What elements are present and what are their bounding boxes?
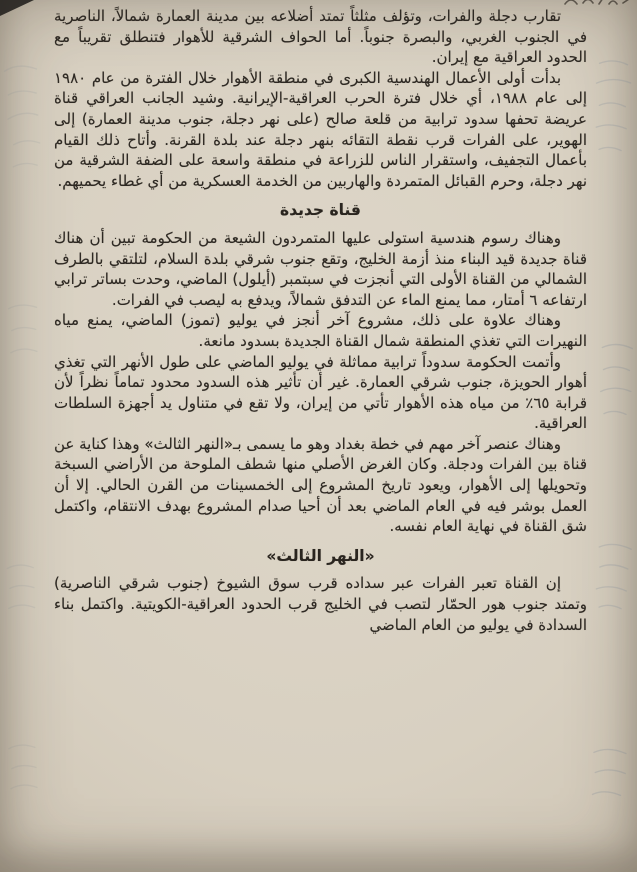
paragraph: بدأت أولى الأعمال الهندسية الكبرى في منطقة الأهوار خلال الفترة من عام ١٩٨٠ إلى عام ١٩٨٨، أي خلال فترة الحرب العراقية-الإيرانية. وشيد الجانب العراقي قناة عريضة تحفها سدود ترابية من قلعة صالح (على نهر دجلة، جنوب مدينة العمارة) إلى الهوير، على الفرات قرب نقطة التقائه بنهر دجلة عند بلدة القرنة. وأتاح ذلك القيام بأعمال التجفيف، واستقرار الناس للزراعة في منطقة واسعة على الضفة الشرقية من نهر دجلة، وحرم القبائل المتمردة والهاربين من الخدمة العسكرية من أي غطاء يحميهم. [54,68,587,190]
margin-note-squiggle [1,559,43,620]
paragraph: وهناك علاوة على ذلك، مشروع آخر أنجز في يوليو (تموز) الماضي، يمنع مياه النهيرات التي تغذي المنطقة شمال القناة الجديدة بسدود مانعة. [54,311,587,350]
margin-note-squiggle [586,744,634,816]
margin-note-squiggle [593,339,637,430]
paragraph: تقارب دجلة والفرات، وتؤلف مثلثاً تمتد أضلاعه بين مدينة العمارة شمالاً، الناصرية في الجنوب الغربي، والبصرة جنوباً. أما الحواف الشرقية للأهوار فتنطلق تقريباً مع الحدود العراقية مع إيران. [54,7,587,67]
margin-note-squiggle [588,539,637,622]
section-heading-new-canal: قناة جديدة [280,201,361,220]
paragraph: إن القناة تعبر الفرات عبر سداده قرب سوق الشيوخ (جنوب شرقي الناصرية) وتمتد جنوب هور الحمّار لتصب في الخليج قرب الحدود العراقية-الكويتية. واكتمل بناء السدادة في يوليو من العام الماضي [54,574,587,634]
margin-note-squiggle [2,299,46,371]
margin-note-squiggle [0,59,50,182]
section-heading-third-river: «النهر الثالث» [266,546,375,565]
margin-note-squiggle [586,57,637,169]
page-corner-shadow [0,0,34,16]
paragraph: وأتمت الحكومة سدوداً ترابية مماثلة في يوليو الماضي على طول الأنهر التي تغذي أهوار الحويزة، جنوب شرقي العمارة. غير أن تأثير هذه السدود محدود تماماً نظراً لأن قرابة ٦٥٪ من مياه هذه الأهوار تأتي من إيران، ولا تقع في متناول يد أجهزة السلطات العراقية. [54,352,587,433]
paragraph: وهناك عنصر آخر مهم في خطة بغداد وهو ما يسمى بـ«النهر الثالث» وهذا كناية عن قناة بين الفرات ودجلة. وكان الغرض الأصلي منها شطف الملوحة من الأراضي السبخة وتحويلها إلى الأهوار، ويعود تاريخ المشروع إلى الخمسينات من القرن الحالي. إلا أن العمل بوشر فيه في العام الماضي بعد أن أحيا صدام المشروع بهدف الانتقام، واكتمل شق القناة في نهاية العام نفسه. [54,434,587,536]
margin-note-squiggle [2,739,45,801]
page-text [54,6,587,635]
paragraph: وهناك رسوم هندسية استولى عليها المتمردون الشيعة من الحكومة تبين أن هناك قناة جديدة قيد البناء منذ أزمة الخليج، وتقع جنوب شرقي بلدة السلام، لتلتقي بالطرف الشمالي من القناة الأولى التي أنجزت في سبتمبر (أيلول) الماضي، وحدت بساتر ترابي ارتفاعه ٦ أمتار، مما يمنع الماء عن التدفق شمالاً، ويدفع به ليصب في الفرات. [54,228,587,309]
